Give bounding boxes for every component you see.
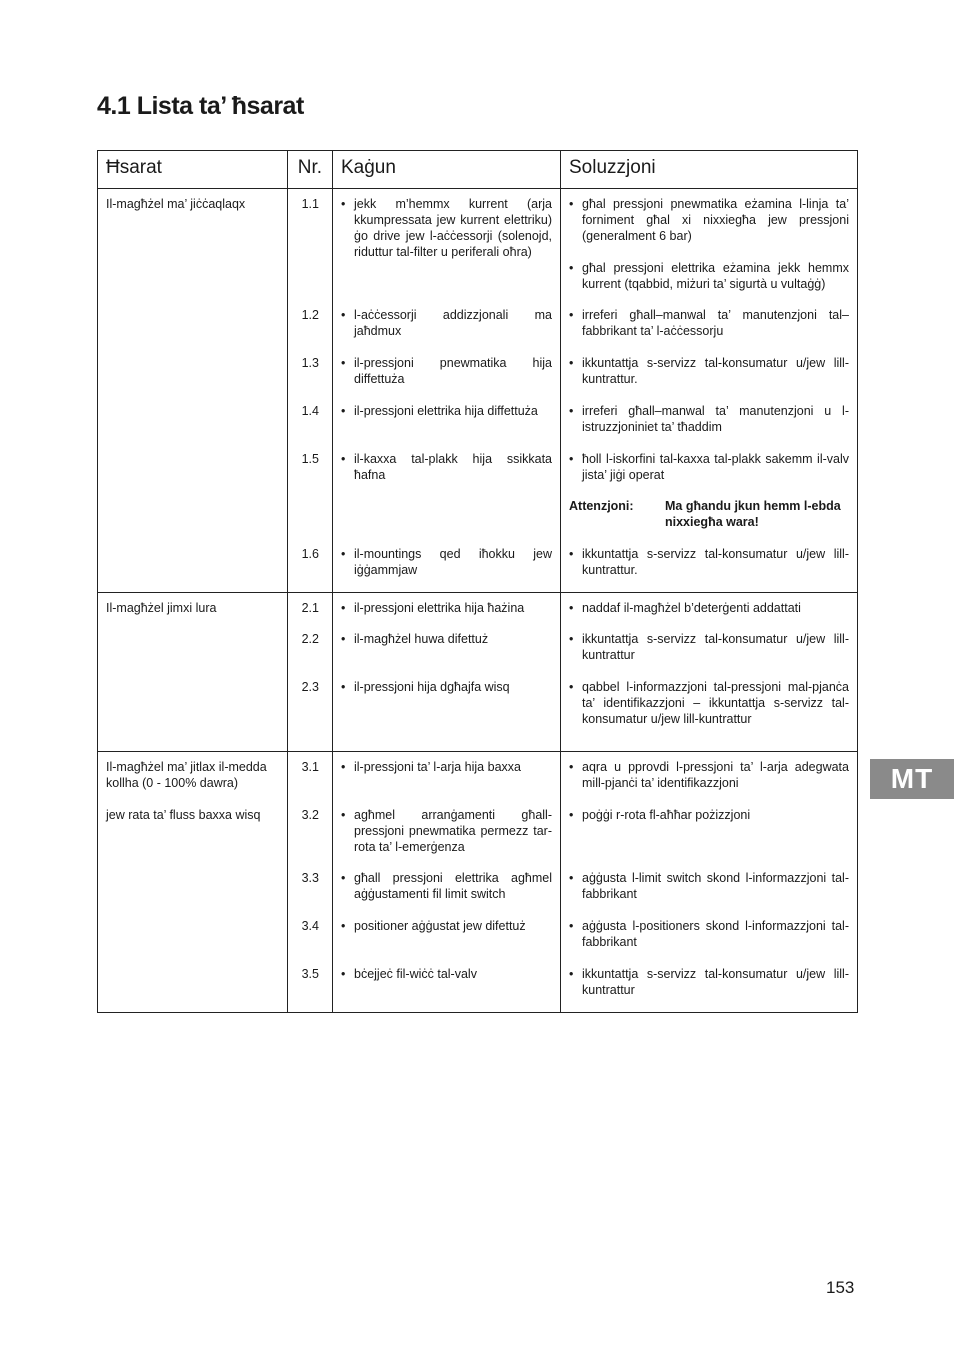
solution-cell — [561, 593, 858, 752]
row-number: 3.5 — [301, 967, 319, 981]
solution-text: • ikkuntattja s-servizz tal-konsumatur u/jew lill-kuntrattur — [569, 966, 849, 998]
solution-text: • aġġusta l-limit switch skond l-informazzjoni tal-fabbrikant — [569, 870, 849, 902]
solution-text: • irreferi għall–manwal ta’ manutenzjoni tal–fabbrikant ta’ l-aċċessorju — [569, 307, 849, 339]
solution-text: • għal pressjoni pnewmatika eżamina l-linja ta’ forniment għal xi nixxiegħa jew pressjoni (generalment 6 bar) — [569, 196, 849, 244]
row-number: 1.4 — [301, 404, 319, 418]
language-tab: MT — [870, 759, 954, 799]
table-header-row — [98, 151, 858, 189]
fault-cell — [98, 752, 288, 1013]
fault-text: Il-magħżel ma’ jitlax il-medda kollha (0 - 100% dawra) — [106, 760, 267, 790]
solution-text: • qabbel l-informazzjoni tal-pressjoni mal-pjanċa ta’ identifikazzjoni – ikkuntattja s-servizz tal-konsumatur u/jew lill-kuntrattur — [569, 679, 849, 727]
row-number: 1.3 — [301, 356, 319, 370]
cause-text: • l-aċċessorji addizzjonali ma jaħdmux — [341, 307, 552, 339]
fault-text: Il-magħżel ma’ jiċċaqlaqx — [106, 197, 246, 211]
cause-text: • il-pressjoni elettrika hija ħażina — [341, 600, 552, 616]
number-cell — [288, 189, 333, 593]
row-number: 2.1 — [301, 601, 319, 615]
row-number: 3.4 — [301, 919, 319, 933]
table-row — [98, 752, 858, 1013]
cause-text: • il-magħżel huwa difettuż — [341, 631, 552, 647]
cause-text: • il-pressjoni elettrika hija diffettuża — [341, 403, 552, 419]
solution-cell — [561, 752, 858, 1013]
cause-text: • positioner aġġustat jew difettuż — [341, 918, 552, 934]
page-title: 4.1 Lista ta’ ħsarat — [97, 92, 304, 120]
cause-text: • jekk m’hemmx kurrent (arja kkumpressata jew kurrent elettriku) ġo drive jew l-aċċessorji (solenojd, riduttur tal-filter u periferali oħra) — [341, 196, 552, 260]
solution-text: • naddaf il-magħżel b’deterġenti addattati — [569, 600, 849, 616]
header-number: Nr. — [288, 151, 333, 189]
cause-cell — [333, 189, 561, 593]
row-number: 2.2 — [301, 632, 319, 646]
header-fault: Ħsarat — [98, 151, 288, 189]
cause-text: • agħmel arranġamenti għall-pressjoni pnewmatika permezz tar-rota ta’ l-emerġenza — [341, 807, 552, 855]
page-number: 153 — [826, 1278, 855, 1297]
solution-text: • ħoll l-iskorfini tal-kaxxa tal-plakk sakemm il-valv jista’ jiġi operat — [569, 451, 849, 483]
solution-text: • għal pressjoni elettrika eżamina jekk hemmx kurrent (tqabbid, miżuri ta’ sigurtà u vultaġġ) — [569, 260, 849, 292]
number-cell — [288, 752, 333, 1013]
attention-note — [569, 498, 849, 530]
cause-cell — [333, 752, 561, 1013]
cause-text: • il-mountings qed iħokku jew iġġammjaw — [341, 546, 552, 578]
solution-text: • ikkuntattja s-servizz tal-konsumatur u/jew lill-kuntrattur — [569, 631, 849, 663]
solution-text: • ikkuntattja s-servizz tal-konsumatur u/jew lill-kuntrattur. — [569, 355, 849, 387]
solution-text: • irreferi għall–manwal ta’ manutenzjoni u l-istruzzjoniniet ta’ tħaddim — [569, 403, 849, 435]
row-number: 3.2 — [301, 808, 319, 822]
fault-text: jew rata ta’ fluss baxxa wisq — [106, 808, 261, 822]
number-cell — [288, 593, 333, 752]
solution-text: • ikkuntattja s-servizz tal-konsumatur u/jew lill-kuntrattur. — [569, 546, 849, 578]
cause-text: • il-pressjoni pnewmatika hija diffettuża — [341, 355, 552, 387]
fault-cell — [98, 593, 288, 752]
solution-cell — [561, 189, 858, 593]
row-number: 1.5 — [301, 452, 319, 466]
cause-text: • bċejjeċ fil-wiċċ tal-valv — [341, 966, 552, 982]
row-number: 2.3 — [301, 680, 319, 694]
row-number: 3.3 — [301, 871, 319, 885]
header-solution: Soluzzjoni — [561, 151, 858, 189]
table-row — [98, 593, 858, 752]
attention-label: Attenzjoni: — [569, 499, 634, 513]
header-cause: Kaġun — [333, 151, 561, 189]
solution-text: • aġġusta l-positioners skond l-informazzjoni tal-fabbrikant — [569, 918, 849, 950]
solution-text: • aqra u pprovdi l-pressjoni ta’ l-arja adegwata mill-pjanċi ta’ identifikazzjoni — [569, 759, 849, 791]
row-number: 3.1 — [301, 760, 319, 774]
cause-text: • il-pressjoni hija dgħajfa wisq — [341, 679, 552, 695]
solution-text: • poġġi r-rota fl-aħħar pożizzjoni — [569, 807, 849, 823]
table-row — [98, 189, 858, 593]
fault-cell — [98, 189, 288, 593]
cause-text: • għall pressjoni elettrika agħmel aġġustamenti fil limit switch — [341, 870, 552, 902]
fault-table — [97, 150, 858, 1013]
cause-text: • il-pressjoni ta’ l-arja hija baxxa — [341, 759, 552, 775]
cause-text: • il-kaxxa tal-plakk hija ssikkata ħafna — [341, 451, 552, 483]
row-number: 1.2 — [301, 308, 319, 322]
cause-cell — [333, 593, 561, 752]
row-number: 1.6 — [301, 547, 319, 561]
fault-text: Il-magħżel jimxi lura — [106, 601, 217, 615]
attention-text: Ma għandu jkun hemm l-ebda nixxiegħa wara! — [665, 499, 841, 529]
row-number: 1.1 — [301, 197, 319, 211]
